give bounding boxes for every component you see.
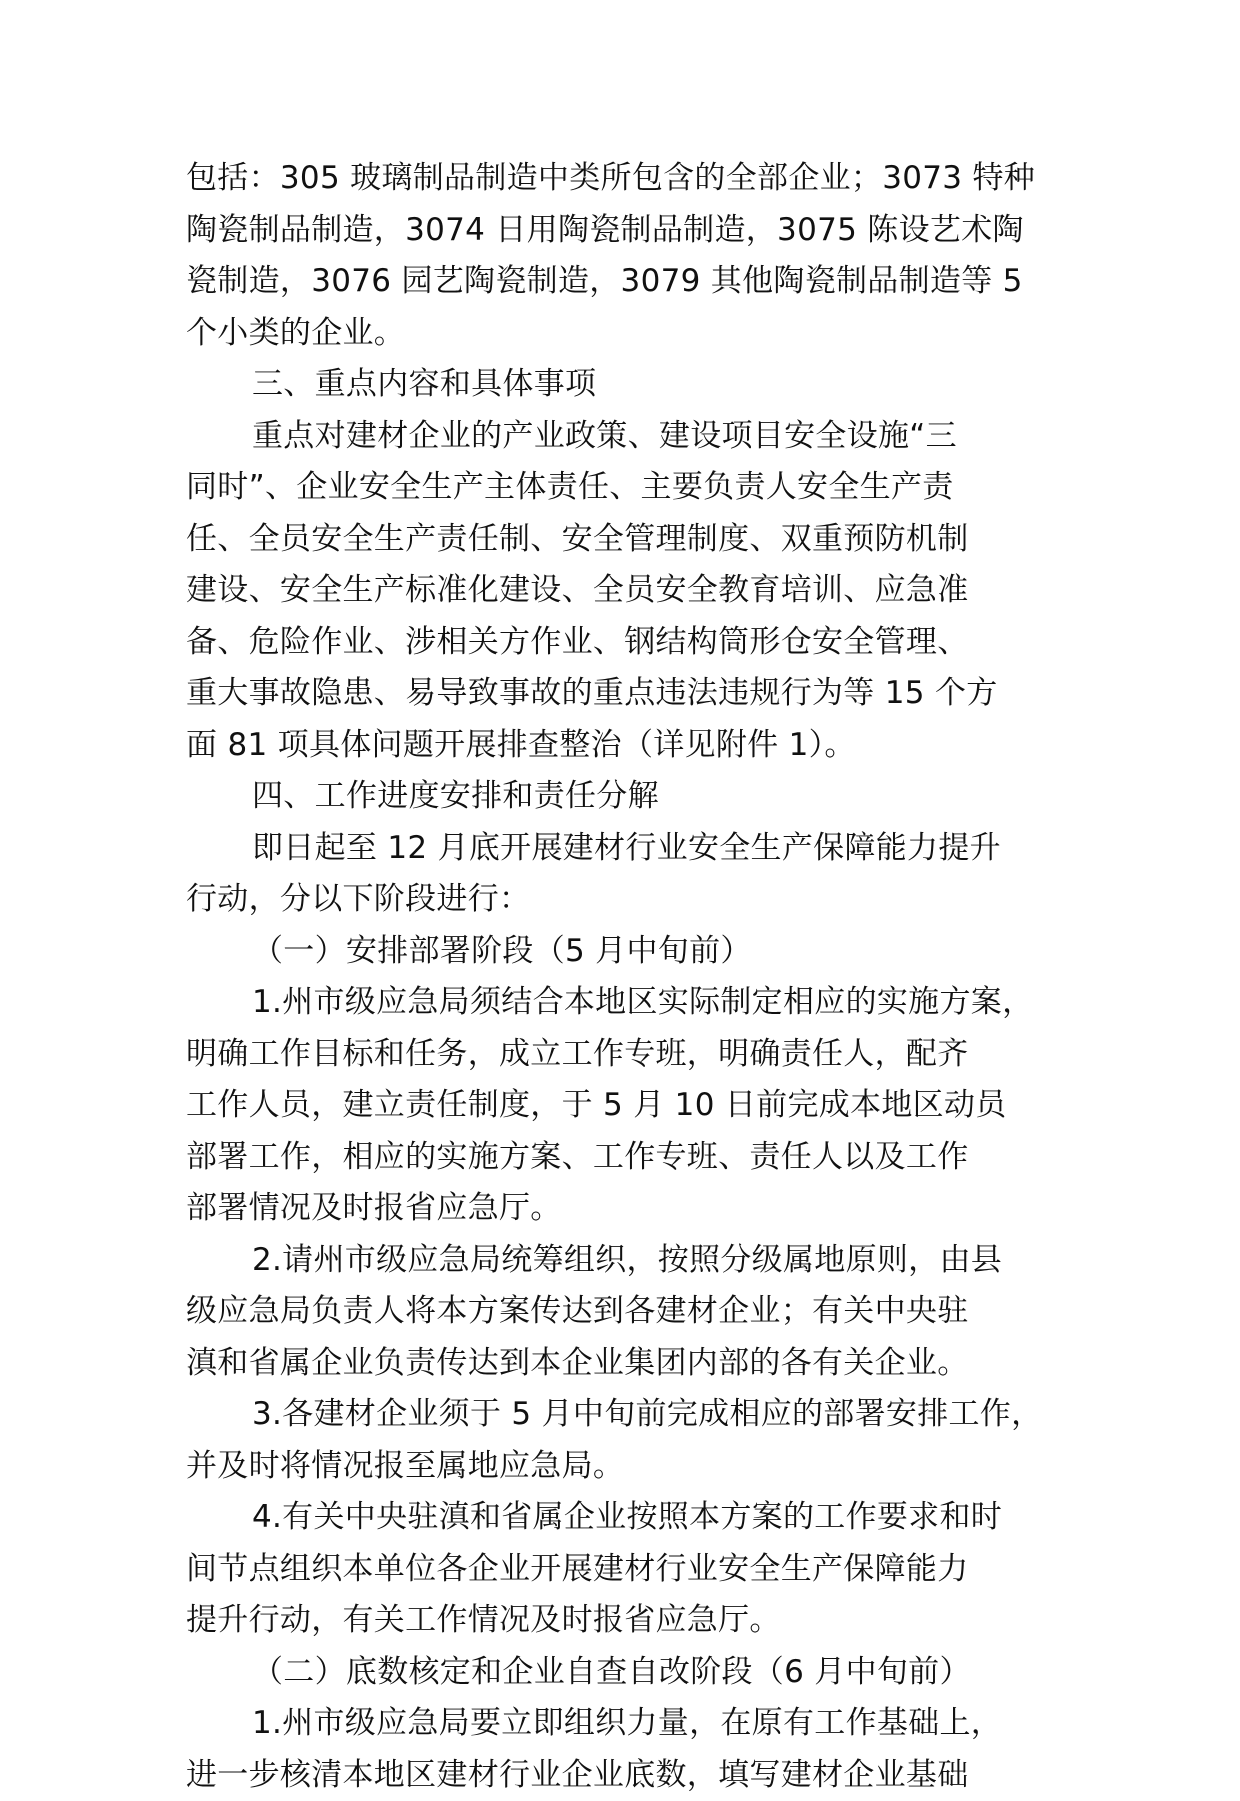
text-line: （二）底数核定和企业自查自改阶段（6 月中旬前） (186, 1647, 1086, 1699)
text-line: 提升行动，有关工作情况及时报省应急厅。 (186, 1595, 1086, 1647)
text-line: 建设、安全生产标准化建设、全员安全教育培训、应急准 (186, 565, 1086, 617)
text-line: 部署工作，相应的实施方案、工作专班、责任人以及工作 (186, 1132, 1086, 1184)
text-line: 面 81 项具体问题开展排查整治（详见附件 1）。 (186, 720, 1086, 772)
text-line: （一）安排部署阶段（5 月中旬前） (186, 926, 1086, 978)
text-line: 级应急局负责人将本方案传达到各建材企业；有关中央驻 (186, 1286, 1086, 1338)
text-line: 陶瓷制品制造，3074 日用陶瓷制品制造，3075 陈设艺术陶 (186, 205, 1086, 257)
text-line: 任、全员安全生产责任制、安全管理制度、双重预防机制 (186, 514, 1086, 566)
text-line: 工作人员，建立责任制度，于 5 月 10 日前完成本地区动员 (186, 1080, 1086, 1132)
text-line: 明确工作目标和任务，成立工作专班，明确责任人，配齐 (186, 1029, 1086, 1081)
text-line: 进一步核清本地区建材行业企业底数，填写建材企业基础 (186, 1750, 1086, 1801)
text-line: 瓷制造，3076 园艺陶瓷制造，3079 其他陶瓷制品制造等 5 (186, 256, 1086, 308)
text-line: 部署情况及时报省应急厅。 (186, 1183, 1086, 1235)
text-line: 重点对建材企业的产业政策、建设项目安全设施“三 (186, 411, 1086, 463)
text-line: 并及时将情况报至属地应急局。 (186, 1441, 1086, 1493)
text-line: 备、危险作业、涉相关方作业、钢结构筒形仓安全管理、 (186, 617, 1086, 669)
text-line: 即日起至 12 月底开展建材行业安全生产保障能力提升 (186, 823, 1086, 875)
text-line: 4.有关中央驻滇和省属企业按照本方案的工作要求和时 (186, 1492, 1086, 1544)
text-line: 包括：305 玻璃制品制造中类所包含的全部企业；3073 特种 (186, 153, 1086, 205)
text-line: 个小类的企业。 (186, 308, 1086, 360)
text-line: 2.请州市级应急局统筹组织，按照分级属地原则，由县 (186, 1235, 1086, 1287)
text-line: 1.州市级应急局要立即组织力量，在原有工作基础上， (186, 1698, 1086, 1750)
document-page (186, 153, 1086, 1801)
text-line: 间节点组织本单位各企业开展建材行业安全生产保障能力 (186, 1544, 1086, 1596)
text-line: 同时”、企业安全生产主体责任、主要负责人安全生产责 (186, 462, 1086, 514)
text-line: 重大事故隐患、易导致事故的重点违法违规行为等 15 个方 (186, 668, 1086, 720)
text-line: 1.州市级应急局须结合本地区实际制定相应的实施方案， (186, 977, 1086, 1029)
text-line: 四、工作进度安排和责任分解 (186, 771, 1086, 823)
text-line: 三、重点内容和具体事项 (186, 359, 1086, 411)
text-line: 3.各建材企业须于 5 月中旬前完成相应的部署安排工作， (186, 1389, 1086, 1441)
text-line: 行动，分以下阶段进行： (186, 874, 1086, 926)
text-line: 滇和省属企业负责传达到本企业集团内部的各有关企业。 (186, 1338, 1086, 1390)
